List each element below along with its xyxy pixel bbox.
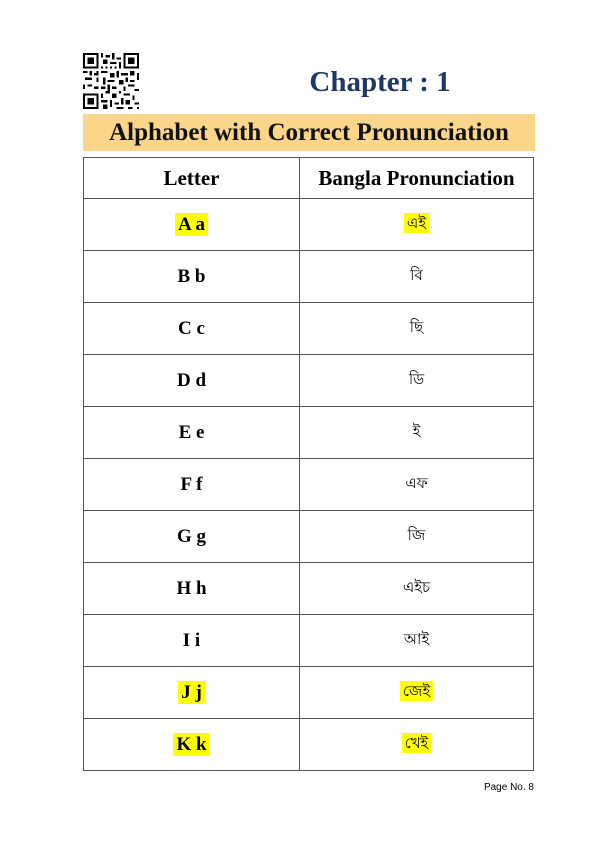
table-row [84,719,534,771]
column-header-letter: Letter [84,158,300,199]
table-row [84,199,534,251]
table-row [84,355,534,407]
bangla-pronunciation-text: ডি [408,370,425,388]
table-row [84,407,534,459]
bangla-pronunciation-cell [300,355,534,407]
bangla-pronunciation-text: বি [410,266,423,284]
letter-text: B b [177,265,206,287]
table-row [84,303,534,355]
bangla-pronunciation-cell [300,459,534,511]
letter-cell [84,563,300,615]
bangla-pronunciation-cell [300,407,534,459]
bangla-pronunciation-text: জেই [400,681,433,701]
table-header-row [84,158,534,199]
qr-code-icon [83,53,139,109]
letter-cell [84,251,300,303]
letter-cell [84,511,300,563]
letter-cell [84,459,300,511]
letter-text: C c [178,317,205,339]
letter-text: G g [176,525,207,547]
letter-cell [84,355,300,407]
bangla-pronunciation-text: এফ [405,474,428,492]
alphabet-table [83,157,534,771]
table-row [84,511,534,563]
letter-text: E e [178,421,205,443]
bangla-pronunciation-cell [300,199,534,251]
bangla-pronunciation-cell [300,667,534,719]
bangla-pronunciation-text: ই [412,422,421,440]
letter-text: J j [178,681,205,704]
table-row [84,459,534,511]
table-row [84,563,534,615]
bangla-pronunciation-cell [300,511,534,563]
bangla-pronunciation-text: ছি [409,318,424,336]
letter-cell [84,407,300,459]
letter-cell [84,615,300,667]
bangla-pronunciation-text: এই [404,213,429,233]
page-number: Page No. 8 [483,782,534,793]
bangla-pronunciation-text: জি [407,526,426,544]
bangla-pronunciation-cell [300,303,534,355]
letter-text: H h [176,577,207,599]
bangla-pronunciation-cell [300,563,534,615]
letter-cell [84,667,300,719]
bangla-pronunciation-text: আই [403,630,430,648]
letter-cell [84,303,300,355]
letter-cell [84,199,300,251]
letter-text: K k [173,733,209,756]
bangla-pronunciation-cell [300,251,534,303]
table-row [84,615,534,667]
letter-text: A a [175,213,208,236]
section-banner-title: Alphabet with Correct Pronunciation [83,114,535,151]
letter-text: F f [180,473,203,495]
bangla-pronunciation-cell [300,615,534,667]
bangla-pronunciation-text: এইচ [402,578,431,596]
letter-cell [84,719,300,771]
bangla-pronunciation-cell [300,719,534,771]
table-row [84,667,534,719]
bangla-pronunciation-text: খেই [402,733,432,753]
table-row [84,251,534,303]
chapter-title: Chapter : 1 [309,66,451,98]
letter-text: D d [176,369,207,391]
column-header-bangla: Bangla Pronunciation [300,158,534,199]
letter-text: I i [182,629,201,651]
